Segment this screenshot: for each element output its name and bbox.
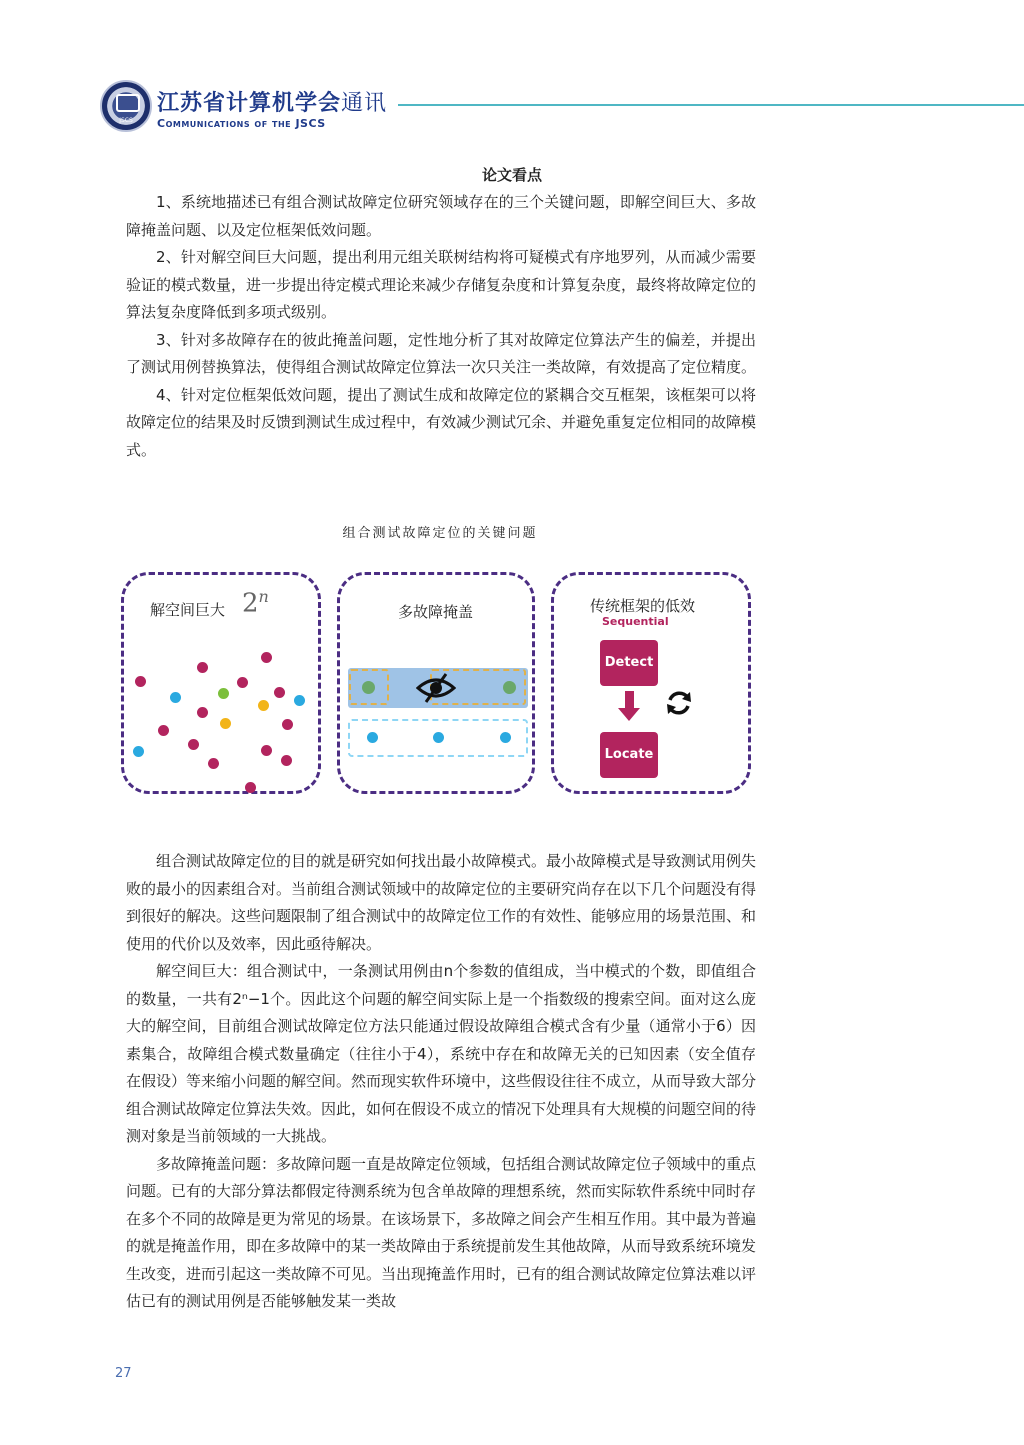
dot	[367, 732, 378, 743]
viewpoint-1: 1、系统地描述已有组合测试故障定位研究领域存在的三个关键问题，即解空间巨大、多故障掩盖问题、以及定位框架低效问题。	[126, 193, 756, 239]
down-arrow-icon	[625, 691, 634, 709]
formula-base: 2	[242, 588, 259, 619]
header-divider	[398, 104, 1024, 106]
body-text-block	[126, 848, 756, 1316]
dot	[208, 758, 219, 769]
dot	[158, 725, 169, 736]
logo-emblem-icon	[116, 94, 140, 112]
viewpoints-block	[126, 189, 756, 464]
panel-solution-space-label: 解空间巨大	[150, 601, 226, 619]
body-paragraph-1: 组合测试故障定位的目的就是研究如何找出最小故障模式。最小故障模式是导致测试用例失败的最小的因素组合对。当前组合测试领域中的故障定位的主要研究尚存在以下几个问题没有得到很好的解决。这些问题限制了组合测试中的故障定位工作的有效性、能够应用的场景范围、和使用的代价以及效率，因此亟待解决。	[126, 852, 757, 953]
hidden-eye-icon	[416, 672, 456, 704]
jscs-logo	[100, 80, 152, 132]
dot	[188, 739, 199, 750]
dot	[282, 719, 293, 730]
panel-inefficient-framework	[551, 572, 751, 794]
dot	[220, 718, 231, 729]
journal-title-light: 通讯	[341, 91, 388, 116]
dot	[261, 652, 272, 663]
page-header	[0, 0, 1024, 150]
section-title: 论文看点	[481, 166, 542, 184]
panel-framework-label: 传统框架的低效	[590, 597, 696, 615]
figure-title: 组合测试故障定位的关键问题	[342, 526, 538, 541]
page-number: 27	[115, 1366, 132, 1381]
dot	[245, 782, 256, 793]
dot	[133, 746, 144, 757]
body-paragraph-2: 解空间巨大：组合测试中，一条测试用例由n个参数的值组成，当中模式的个数，即值组合的数量，一共有2ⁿ−1个。因此这个问题的解空间实际上是一个指数级的搜索空间。面对这么庞大的解空间，目前组合测试故障定位方法只能通过假设故障组合模式含有少量（通常小于6）因素集合，故障组合模式数量确定（往往小于4），系统中存在和故障无关的已知因素（安全值存在假设）等来缩小问题的解空间。然而现实软件环境中，这些假设往往不成立，从而导致大部分组合测试故障定位算法失效。因此，如何在假设不成立的情况下处理具有大规模的问题空间的待测对象是当前领域的一大挑战。	[126, 962, 757, 1145]
journal-title	[157, 86, 387, 117]
viewpoint-2: 2、针对解空间巨大问题，提出利用元组关联树结构将可疑模式有序地罗列，从而减少需要验证的模式数量，进一步提出待定模式理论来减少存储复杂度和计算复杂度，最终将故障定位的算法复杂度降低到多项式级别。	[126, 248, 757, 321]
logo-text: JSCS	[119, 117, 133, 124]
dot	[500, 732, 511, 743]
dot	[294, 695, 305, 706]
panel-solution-space	[121, 572, 321, 794]
dot	[258, 700, 269, 711]
sequential-label: Sequential	[602, 615, 669, 628]
refresh-icon	[664, 688, 694, 718]
detect-box: Detect	[600, 640, 658, 686]
masked-dot	[362, 681, 375, 694]
dot	[170, 692, 181, 703]
dot	[197, 707, 208, 718]
formula-exponent: n	[258, 587, 269, 606]
dot	[281, 755, 292, 766]
dot	[261, 745, 272, 756]
dot	[433, 732, 444, 743]
panel-fault-masking-label: 多故障掩盖	[398, 603, 474, 621]
dot	[274, 687, 285, 698]
exponent-formula	[242, 587, 269, 619]
dot	[237, 677, 248, 688]
body-paragraph-3: 多故障掩盖问题：多故障问题一直是故障定位领域，包括组合测试故障定位子领域中的重点问题。已有的大部分算法都假定待测系统为包含单故障的理想系统，然而实际软件系统中同时存在多个不同的故障是更为常见的场景。在该场景下，多故障之间会产生相互作用。其中最为普遍的就是掩盖作用，即在多故障中的某一类故障由于系统提前发生其他故障，从而导致系统环境发生改变，进而引起这一类故障不可见。当出现掩盖作用时，已有的组合测试故障定位算法难以评估已有的测试用例是否能够触发某一类故	[126, 1154, 757, 1310]
dot	[197, 662, 208, 673]
dot	[135, 676, 146, 687]
viewpoint-4: 4、针对定位框架低效问题，提出了测试生成和故障定位的紧耦合交互框架，该框架可以将故障定位的结果及时反馈到测试生成过程中，有效减少测试冗余、并避免重复定位相同的故障模式。	[126, 385, 757, 459]
down-arrow-head-icon	[618, 708, 640, 721]
masked-dot	[503, 681, 516, 694]
viewpoint-3: 3、针对多故障存在的彼此掩盖问题，定性地分析了其对故障定位算法产生的偏差，并提出了测试用例替换算法，使得组合测试故障定位算法一次只关注一类故障，有效提高了定位精度。	[126, 330, 757, 376]
journal-subtitle: Communications of the JSCS	[157, 117, 326, 130]
dot	[218, 688, 229, 699]
locate-box: Locate	[600, 732, 658, 778]
visible-test-bar	[348, 719, 528, 757]
panel-fault-masking	[337, 572, 535, 794]
journal-title-bold: 江苏省计算机学会	[157, 91, 342, 116]
